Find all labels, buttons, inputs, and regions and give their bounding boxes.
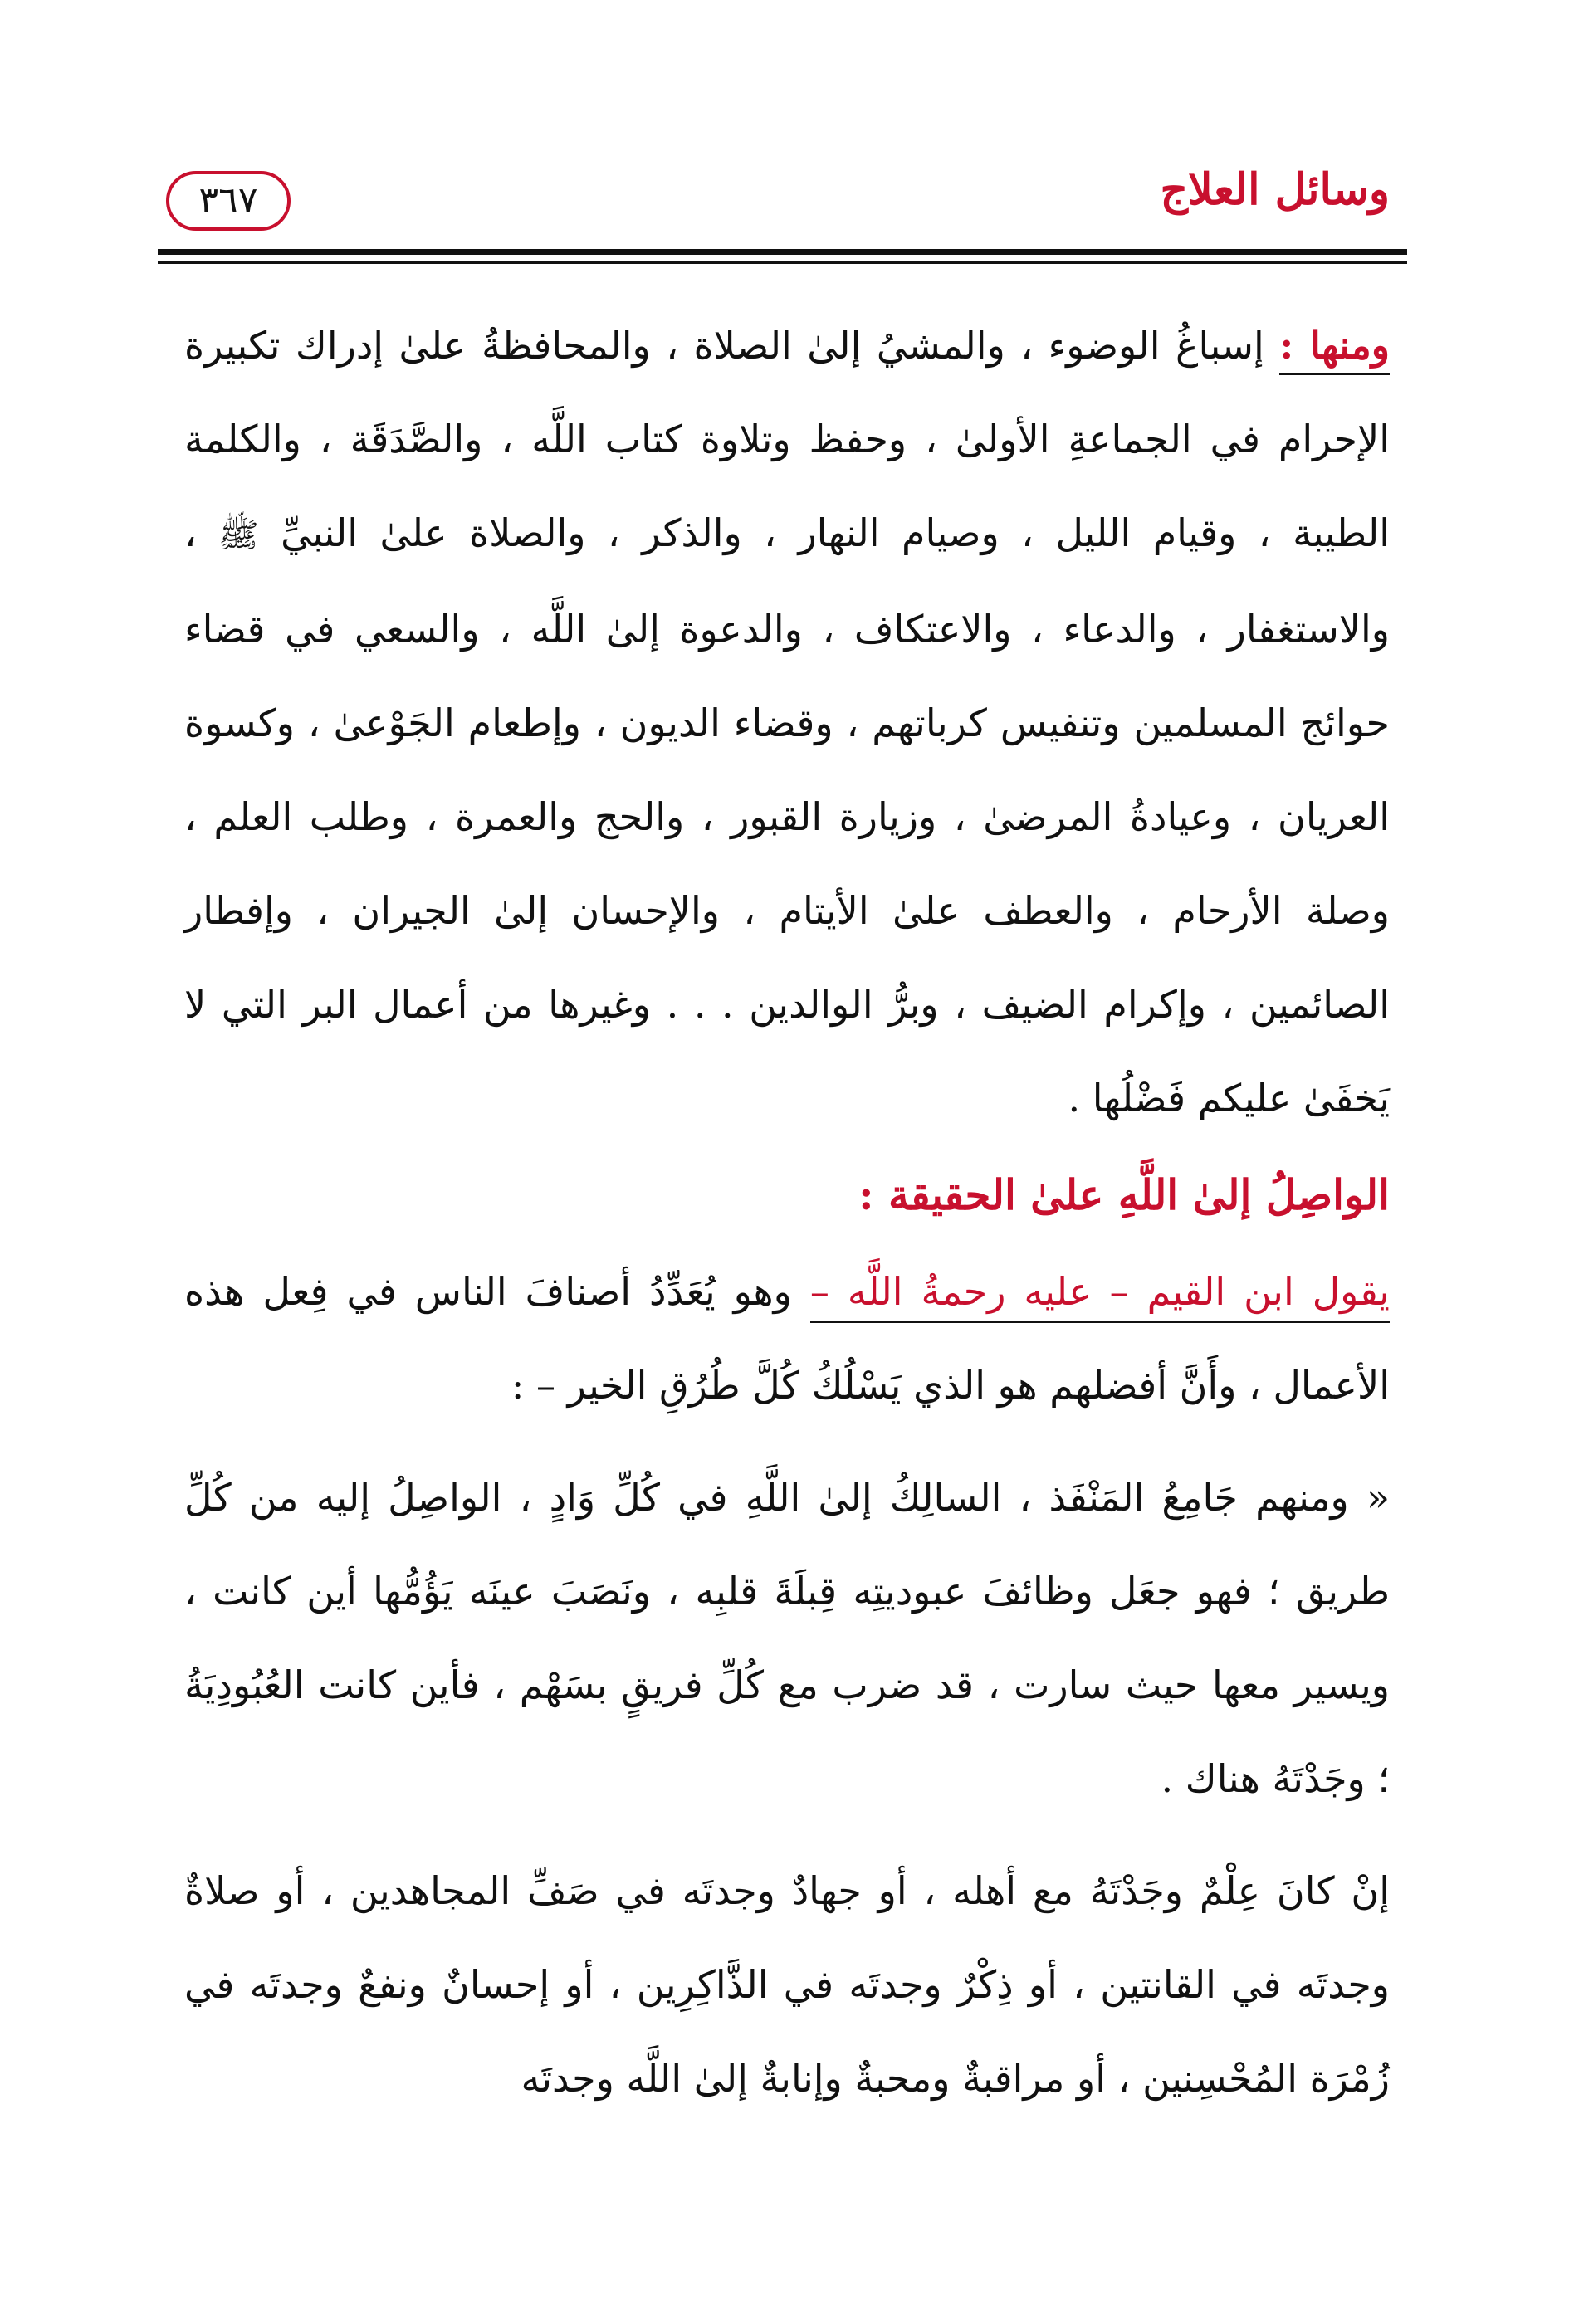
paragraph-ibn-qayyim-intro (184, 1245, 1390, 1433)
paragraph-quote-continued: إنْ كانَ عِلْمٌ وجَدْتَهُ مع أهله ، أو جهادٌ وجدتَه في صَفِّ المجاهدين ، أو صلاةٌ وجدتَه في القانتين ، أو ذِكْرٌ وجدتَه في الذَّاكِرِين ، أو إحسانٌ ونفعٌ وجدتَه في زُمْرَة المُحْسِنين ، أو مراقبةٌ ومحبةٌ وإنابةٌ إلىٰ اللَّه وجدتَه (184, 1868, 1390, 2101)
paragraph-gap (184, 1433, 1390, 1451)
page-number-badge: ٣٦٧ (166, 171, 291, 231)
section-heading: الواصِلُ إلىٰ اللَّهِ علىٰ الحقيقة : (858, 1170, 1390, 1219)
honorific-ligature: ﷺ (218, 516, 259, 554)
header-rule-thick (158, 249, 1407, 255)
paragraph-text: وهو يُعَدِّدُ أصنافَ الناس في فِعل هذه الأعمال ، وأَنَّ أفضلهم هو الذي يَسْلُكُ كُلَّ طُرُقِ الخير – : (184, 1269, 1390, 1408)
paragraph-acts-of-worship (184, 299, 1390, 1145)
paragraph-quote-start: « ومنهم جَامِعُ المَنْفَذ ، السالِكُ إلىٰ اللَّهِ في كُلِّ وَادٍ ، الواصِلُ إليه من كُلِّ طريق ؛ فهو جعَل وظائفَ عبوديتِه قِبلَةَ قلبِه ، ونَصَبَ عينَه يَؤُمُّها أين كانت ، ويسير معها حيث سارت ، قد ضرب مع كُلِّ فريقٍ بسَهْم ، فأين كانت العُبُودِيَةُ ؛ وجَدْتَهُ هناك . (184, 1475, 1390, 1801)
paragraph-term: ومنها : (1279, 323, 1390, 375)
page-body (184, 299, 1390, 2126)
paragraph-text: إسباغُ الوضوء ، والمشيُ إلىٰ الصلاة ، والمحافظةُ علىٰ إدراك تكبيرة الإحرام في الجماعةِ الأولىٰ ، وحفظ وتلاوة كتاب اللَّه ، والصَّدَقَة ، والكلمة الطيبة ، وقيام الليل ، وصيام النهار ، والذكر ، والصلاة علىٰ النبيِّ (184, 323, 1391, 555)
quote-attribution: يقول ابن القيم – عليه رحمةُ اللَّه – (810, 1269, 1390, 1323)
header-rule-thin (158, 261, 1407, 264)
paragraph-text-continued: ، والاستغفار ، والدعاء ، والاعتكاف ، والدعوة إلىٰ اللَّه ، والسعي في قضاء حوائج المسلمين وتنفيس كرباتهم ، وقضاء الديون ، وإطعام الجَوْعىٰ ، وكسوة العريان ، وعيادةُ المرضىٰ ، وزيارة القبور ، والحج والعمرة ، وطلب العلم ، وصلة الأرحام ، والعطف علىٰ الأيتام ، والإحسان إلىٰ الجيران ، وإفطار الصائمين ، وإكرام الضيف ، وبرُّ الوالدين . . . وغيرها من أعمال البر التي لا يَخفَىٰ عليكم فَضْلُها . (184, 510, 1390, 1120)
paragraph-gap (184, 1826, 1390, 1844)
running-title: وسائل العلاج (1160, 164, 1390, 215)
